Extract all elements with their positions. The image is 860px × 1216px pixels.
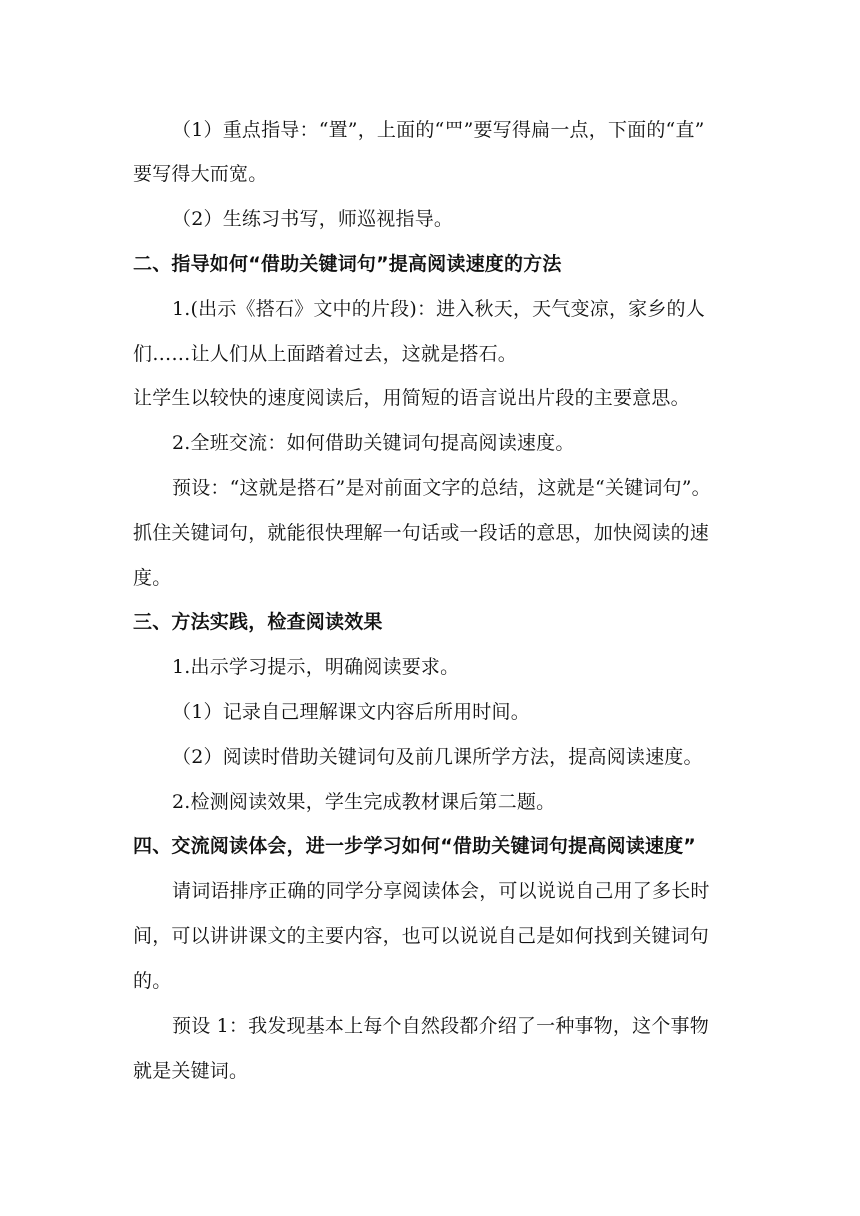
paragraph-line: 2.全班交流：如何借助关键词句提高阅读速度。 [172, 432, 575, 454]
paragraph-line: 要写得大而宽。 [133, 163, 268, 185]
paragraph-line: 1.出示学习提示，明确阅读要求。 [172, 656, 460, 678]
section-heading-4: 四、交流阅读体会，进一步学习如何“借助关键词句提高阅读速度” [133, 835, 696, 857]
paragraph-line: 2.检测阅读效果，学生完成教材课后第二题。 [172, 791, 556, 813]
paragraph-line: 就是关键词。 [133, 1060, 249, 1082]
paragraph-line: 抓住关键词句，就能很快理解一句话或一段话的意思，加快阅读的速 [133, 522, 710, 544]
paragraph-line: 度。 [133, 567, 172, 589]
paragraph-line: （1）记录自己理解课文内容后所用时间。 [172, 701, 530, 723]
paragraph-line: （1）重点指导：“置”，上面的“罒”要写得扁一点，下面的“直” [172, 119, 705, 141]
paragraph-line: （2）阅读时借助关键词句及前几课所学方法，提高阅读速度。 [172, 746, 703, 768]
paragraph-line: 预设 1：我发现基本上每个自然段都介绍了一种事物，这个事物 [172, 1015, 709, 1037]
paragraph-line: 请词语排序正确的同学分享阅读体会，可以说说自己用了多长时 [172, 880, 710, 902]
section-heading-2: 二、指导如何“借助关键词句”提高阅读速度的方法 [133, 253, 562, 275]
paragraph-line: 的。 [133, 970, 172, 992]
paragraph-line: 让学生以较快的速度阅读后，用简短的语言说出片段的主要意思。 [133, 387, 690, 409]
paragraph-line: 间，可以讲讲课文的主要内容，也可以说说自己是如何找到关键词句 [133, 925, 710, 947]
paragraph-line: 1.(出示《搭石》文中的片段)：进入秋天，天气变凉，家乡的人 [172, 298, 705, 320]
paragraph-line: （2）生练习书写，师巡视指导。 [172, 208, 454, 230]
section-heading-3: 三、方法实践，检查阅读效果 [133, 611, 383, 633]
paragraph-line: 们……让人们从上面踏着过去，这就是搭石。 [133, 343, 518, 365]
paragraph-line: 预设：“这就是搭石”是对前面文字的总结，这就是“关键词句”。 [172, 477, 711, 499]
